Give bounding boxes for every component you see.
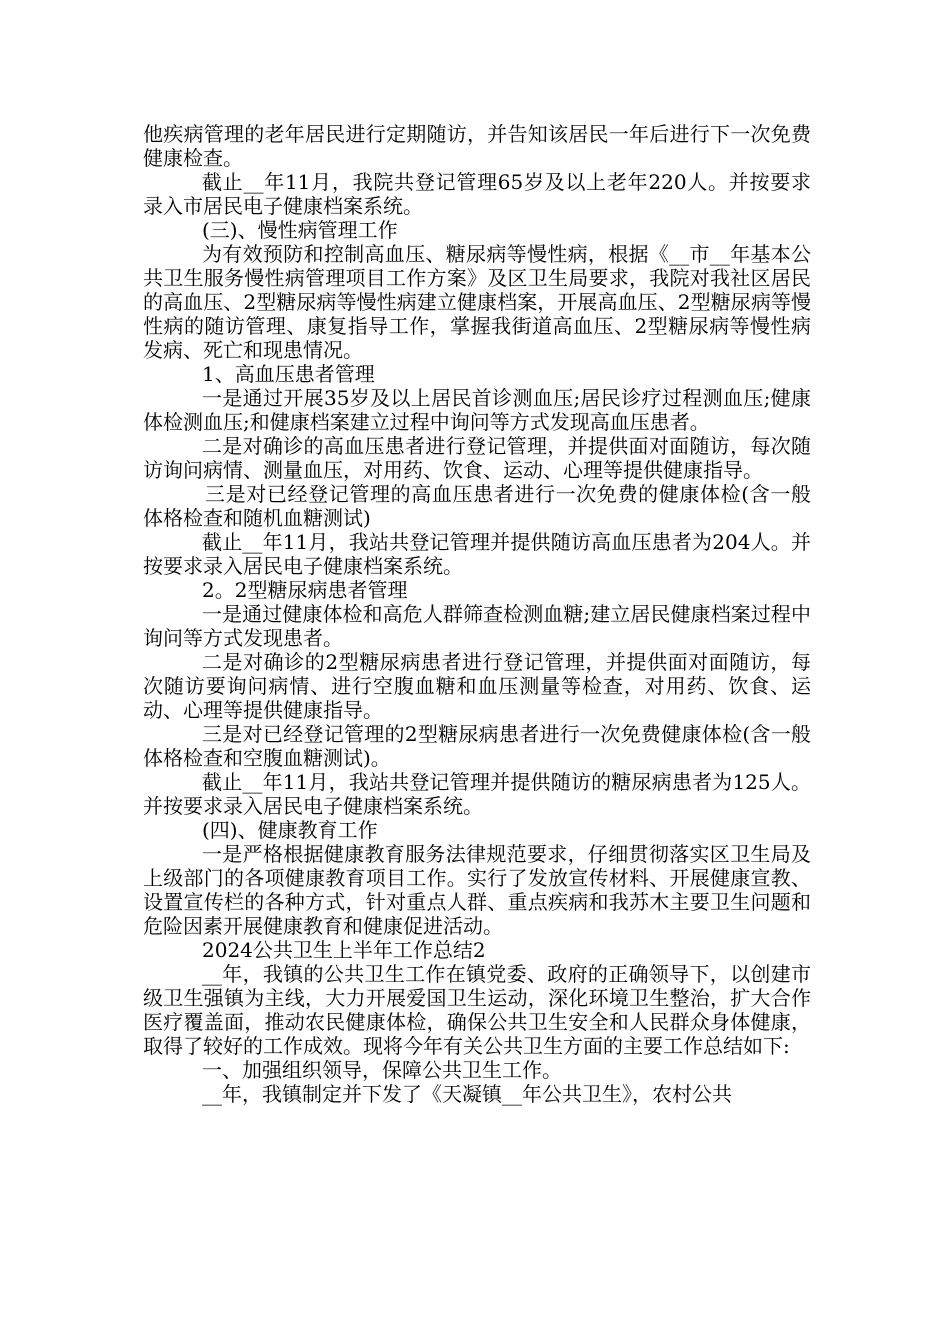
- paragraph-diabetes-3: 三是对已经登记管理的2型糖尿病患者进行一次免费健康体检(含一般体格检查和空腹血糖测试)。: [143, 722, 811, 770]
- heading-health-education: (四)、健康教育工作: [202, 818, 378, 842]
- paragraph-health-education: 一是严格根据健康教育服务法律规范要求，仔细贯彻落实区卫生局及上级部门的各项健康教育项目工作。实行了发放宣传材料、开展健康宣教、设置宣传栏的各种方式，针对重点人群、重点疾病和我苏木主要卫生问题和危险因素开展健康教育和健康促进活动。: [143, 842, 811, 938]
- document-body: [143, 122, 811, 1106]
- heading-hypertension: 1、高血压患者管理: [202, 362, 375, 386]
- paragraph-hypertension-2: 二是对确诊的高血压患者进行登记管理，并提供面对面随访，每次随访询问病情、测量血压，对用药、饮食、运动、心理等提供健康指导。: [143, 434, 811, 482]
- paragraph-summary-intro: __年，我镇的公共卫生工作在镇党委、政府的正确领导下，以创建市级卫生强镇为主线，大力开展爱国卫生运动，深化环境卫生整治，扩大合作医疗覆盖面，推动农民健康体检，确保公共卫生安全和人民群众身体健康，取得了较好的工作成效。现将今年有关公共卫生方面的主要工作总结如下:: [143, 962, 811, 1058]
- heading-chronic-disease: (三)、慢性病管理工作: [202, 218, 398, 242]
- heading-diabetes: 2。2型糖尿病患者管理: [202, 578, 408, 602]
- paragraph-hypertension-1: 一是通过开展35岁及以上居民首诊测血压;居民诊疗过程测血压;健康体检测血压;和健康档案建立过程中询问等方式发现高血压患者。: [143, 386, 811, 434]
- paragraph-diabetes-count: 截止__年11月，我站共登记管理并提供随访的糖尿病患者为125人。并按要求录入居民电子健康档案系统。: [143, 770, 811, 818]
- paragraph-continuation: 他疾病管理的老年居民进行定期随访，并告知该居民一年后进行下一次免费健康检查。: [143, 122, 811, 170]
- paragraph-chronic-intro: 为有效预防和控制高血压、糖尿病等慢性病，根据《__市__年基本公共卫生服务慢性病管理项目工作方案》及区卫生局要求，我院对我社区居民的高血压、2型糖尿病等慢性病建立健康档案，开展高血压、2型糖尿病等慢性病的随访管理、康复指导工作，掌握我街道高血压、2型糖尿病等慢性病发病、死亡和现患情况。: [143, 242, 811, 362]
- paragraph-hypertension-count: 截止__年11月，我站共登记管理并提供随访高血压患者为204人。并按要求录入居民电子健康档案系统。: [143, 530, 811, 578]
- section-title-summary-2: 2024公共卫生上半年工作总结2: [202, 938, 486, 962]
- paragraph-diabetes-2: 二是对确诊的2型糖尿病患者进行登记管理，并提供面对面随访，每次随访要询问病情、进行空腹血糖和血压测量等检查，对用药、饮食、运动、心理等提供健康指导。: [143, 650, 811, 722]
- paragraph-diabetes-1: 一是通过健康体检和高危人群筛查检测血糖;建立居民健康档案过程中询问等方式发现患者。: [143, 602, 811, 650]
- heading-organization: 一、加强组织领导，保障公共卫生工作。: [202, 1058, 562, 1082]
- paragraph-elderly-count: 截止__年11月，我院共登记管理65岁及以上老年220人。并按要求录入市居民电子健康档案系统。: [143, 170, 811, 218]
- paragraph-organization: __年，我镇制定并下发了《天凝镇__年公共卫生》，农村公共: [202, 1082, 732, 1106]
- paragraph-hypertension-3: 三是对已经登记管理的高血压患者进行一次免费的健康体检(含一般体格检查和随机血糖测试): [143, 482, 811, 530]
